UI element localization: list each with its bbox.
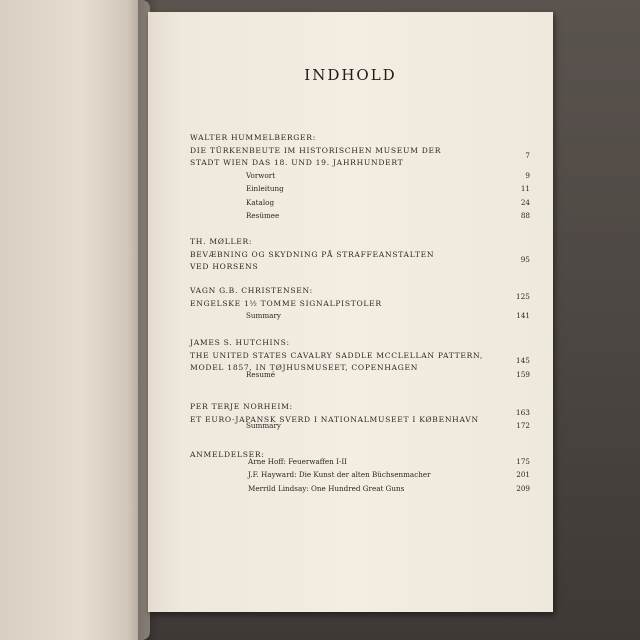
toc-sub-label: J.F. Hayward: Die Kunst der alten Büchsenmacher [248,470,431,479]
page-number: 24 [520,197,530,207]
left-page [0,0,150,640]
page-title: INDHOLD [304,66,397,84]
toc-section [190,442,530,495]
toc-title-row [190,150,530,167]
toc-sub-row [190,468,530,482]
toc-title: ENGELSKE 1½ TOMME SIGNALPISTOLER [190,298,382,308]
toc-sub-row [190,169,530,183]
toc-author-row [190,394,530,411]
toc-sub-row [190,209,530,223]
page-number: 145 [515,356,530,365]
toc-title: ET EURO-JAPANSK SVERD I NATIONALMUSEET I KØBENHAVN [190,414,479,424]
toc-author: WALTER HUMMELBERGER: [190,133,316,142]
toc-section [190,278,530,323]
toc-sub-label: Einleitung [246,184,284,193]
toc-title-row [190,138,530,155]
toc-author-row [190,442,530,459]
toc-section [190,394,530,433]
page-number: 95 [520,255,530,264]
page-number: 163 [515,407,530,417]
toc-author-row [190,278,530,295]
toc-sub-label: Resümee [246,211,280,220]
page-number: 125 [515,291,530,301]
toc-author-row [190,330,530,347]
toc-author-row [190,229,530,246]
toc-sub-row [190,368,530,382]
page-number: 201 [516,470,530,479]
toc-author: PER TERJE NORHEIM: [190,402,293,411]
toc-title: STADT WIEN DAS 18. UND 19. JAHRHUNDERT [190,158,404,167]
toc-title-row [190,343,530,360]
toc-sub-label: Resumé [246,369,276,379]
toc-sub-label: Vorwort [246,170,276,180]
page-number: 175 [516,456,530,466]
contents-page [148,12,553,612]
toc-author: ANMELDELSER: [190,450,265,459]
toc-title: BEVÆBNING OG SKYDNING PÅ STRAFFEANSTALTEN [190,249,435,259]
toc-author: VAGN G.B. CHRISTENSEN: [190,286,313,295]
toc-sub-row [190,482,530,496]
toc-title: THE UNITED STATES CAVALRY SADDLE MCCLELLAN PATTERN, [190,350,484,360]
toc-title: VED HORSENS [190,262,259,271]
toc-sub-label: Summary [246,421,281,430]
toc-sub-row [190,196,530,210]
page-number: 172 [516,421,530,430]
toc-sub-row [190,309,530,323]
page-number: 141 [516,311,530,320]
toc-author: TH. MØLLER: [190,237,253,246]
page-number: 159 [516,369,530,379]
toc-sub-row [190,419,530,433]
toc-sub-label: Merrild Lindsay: One Hundred Great Guns [248,483,405,493]
toc-title-row [190,355,530,372]
toc-author-row [190,125,530,142]
page-number: 209 [516,483,530,493]
page-number: 88 [520,211,530,220]
toc-sub-label: Katalog [246,197,275,207]
page-number: 11 [520,184,530,193]
toc-section [190,330,530,381]
toc-sub-label: Summary [246,311,281,320]
toc-title: DIE TÜRKENBEUTE IM HISTORISCHEN MUSEUM DER [190,145,442,155]
toc-title-row [190,407,530,424]
toc-title-row [190,254,530,271]
toc-title-row [190,242,530,259]
toc-sub-label: Arne Hoff: Feuerwaffen I-II [248,456,348,466]
page-number: 7 [525,151,530,160]
page-number: 9 [525,170,530,180]
toc-sub-row [190,455,530,469]
toc-sub-row [190,182,530,196]
toc-title-row [190,291,530,308]
toc-section [190,125,530,223]
toc-section [190,229,530,271]
toc-title: MODEL 1857, IN TØJHUSMUSEET, COPENHAGEN [190,363,419,372]
toc-author: JAMES S. HUTCHINS: [190,338,290,347]
